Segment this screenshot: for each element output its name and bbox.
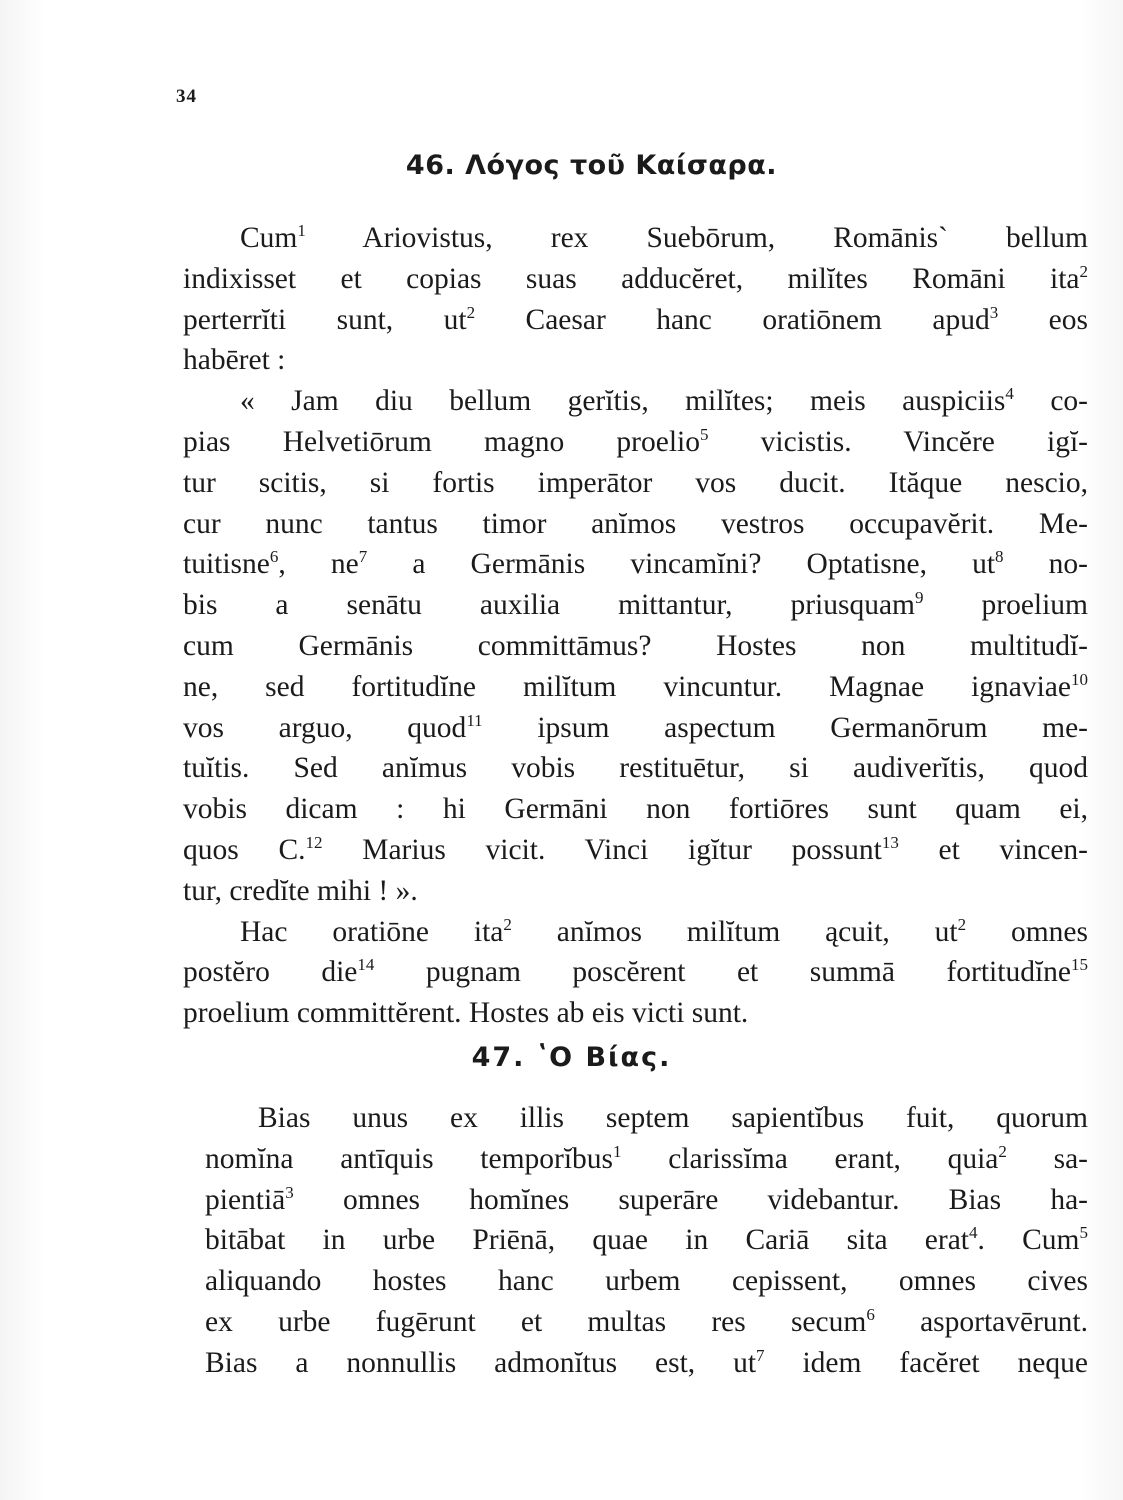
text-line: cum Germānis committāmus? Hostes non multitudĭ- [183,630,1088,662]
text-line: aliquando hostes hanc urbem cepissent, omnes cives [205,1265,1088,1298]
text-line: nomĭna antīquis temporĭbus$^1$ clarissĭma erant, quia$^2$ sa- [205,1141,1088,1175]
text-line: ne, sed fortitudĭne milĭtum vincuntur. Magnae ignaviae$^{10}$ [183,669,1088,703]
text-line: proelium committĕrent. Hostes ab eis victi sunt. [183,997,749,1030]
text-line: pias Helvetiōrum magno proelio$^5$ vicistis. Vincĕre igĭ- [183,425,1089,458]
text-line: tur scitis, si fortis imperātor vos ducit. Ităque nescio, [183,466,1088,499]
text-line: indixisset et copias suas adducĕret, milĭtes Romāni ita$^2$ [183,261,1088,295]
text-line: postĕro die$^{14}$ pugnam poscĕrent et summā fortitudĭne$^{15}$ [183,955,1088,989]
text-line: tuĭtis. Sed anĭmus vobis restituētur, si audiverĭtis, quod [183,752,1088,785]
text-line: vos arguo, quod$^{11}$ ipsum aspectum Germanōrum me- [183,710,1088,744]
text-line: pientiā$^3$ omnes homĭnes superāre videbantur. Bias ha- [205,1182,1088,1216]
text-line: vobis dicam : hi Germāni non fortiōres sunt quam ei, [183,793,1088,826]
text-line: cur nunc tantus timor anĭmos vestros occupavĕrit. Me- [183,507,1088,540]
text-line: tuitisne$^6$, $ne^7$ a Germānis vincamĭni? Optatisne, $ut^8$ no- [183,547,1088,581]
text-line: habēret : [183,344,286,377]
page-number: 34 [176,86,197,107]
text-line: tur, credĭte mihi ! ». [183,874,418,907]
text-line: bitābat in urbe Priēnā, quae in Cariā sita erat$^4$. Cum$^5$ [205,1223,1088,1257]
text-line: Hac oratiōne ita$^2$ anĭmos milĭtum ącuit, $ut^2$ omnes [240,914,1088,948]
text-line: perterrĭti sunt, $ut^2$ Caesar hanc oratiōnem apud$^3$ eos [183,302,1088,336]
text-line: Bias a nonnullis admonĭtus est, $ut^7$ idem facĕret neque [205,1345,1088,1379]
text-line: quos C.$^{12}$ Marius vicit. Vinci igĭtur possunt$^{13}$ et vincen- [183,833,1089,866]
section-heading-46: 46. Λόγος τοῦ Καίσαρα. [405,150,778,181]
text-line: ex urbe fugērunt et multas res secum$^6$ asportavērunt. [205,1305,1088,1338]
section-heading-47: 47. ʽΟ Βίας. [471,1042,672,1073]
text-line: Bias unus ex illis septem sapientĭbus fuit, quorum [258,1102,1088,1134]
text-line: « Jam diu bellum gerĭtis, milĭtes; meis auspiciis$^4$ co- [240,384,1088,418]
text-line: Cum$^1$ Ariovistus, rex Suebōrum, Romānis` bellum [240,221,1088,254]
text-line: bis a senātu auxilia mittantur, priusquam$^9$ proelium [183,588,1088,622]
